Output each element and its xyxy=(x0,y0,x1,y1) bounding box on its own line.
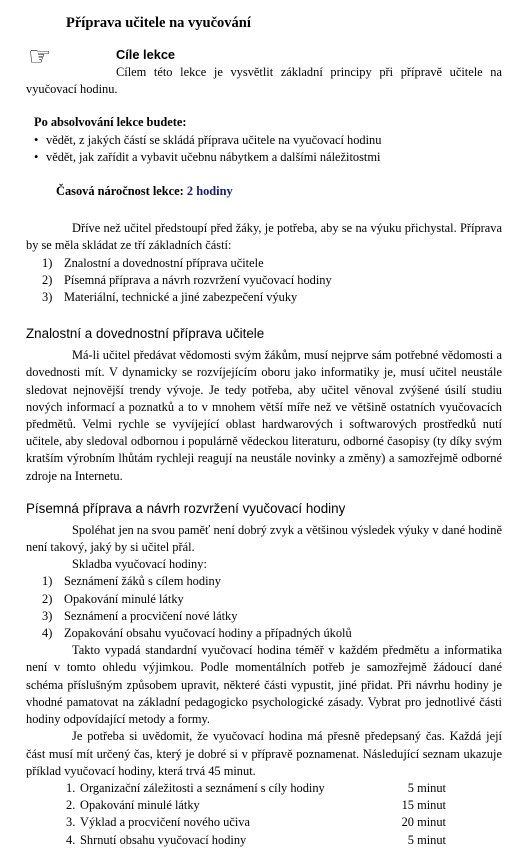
item-number: 1) xyxy=(42,255,53,270)
list-item: • vědět, z jakých částí se skládá příprava učitele na vyučovací hodinu xyxy=(34,132,502,149)
list-item xyxy=(42,608,502,625)
item-number: 2) xyxy=(42,272,53,287)
section-heading-written-preparation: Písemná příprava a návrh rozvržení vyučovací hodiny xyxy=(26,500,346,516)
list-item xyxy=(42,573,502,590)
pointing-hand-icon: ☞ xyxy=(28,42,52,72)
intro-paragraph: Dříve než učitel předstoupí před žáky, je potřeba, aby se na výuku přichystal. Příprava by se měla skládat ze tří základních částí: xyxy=(26,221,502,253)
lesson-duration xyxy=(56,183,502,200)
schedule-duration: 20 minut xyxy=(401,815,446,830)
item-text: Seznámení a procvičení nové látky xyxy=(64,608,238,623)
list-item xyxy=(42,255,502,272)
item-number: 4) xyxy=(42,626,53,641)
memory-paragraph: Spoléhat jen na svou paměť není dobrý zvyk a většinou výsledek výuky v dané hodině není takový, jaký by si učitel přál. xyxy=(26,522,502,555)
item-number: 3) xyxy=(42,608,53,623)
duration-label: Časová náročnost lekce: xyxy=(56,184,184,199)
item-text: Materiální, technické a jiné zabezpečení výuky xyxy=(64,290,298,305)
schedule-duration: 15 minut xyxy=(401,798,446,813)
schedule-activity: Opakování minulé látky xyxy=(80,798,200,813)
item-number: 3) xyxy=(42,290,53,305)
schedule-duration: 5 minut xyxy=(407,832,446,847)
section-heading-knowledge: Znalostní a dovednostní příprava učitele xyxy=(26,326,265,342)
goal-text: Cílem této lekce je vysvětlit základní principy při přípravě učitele na vyučovací hodinu. xyxy=(26,65,502,97)
list-item: • vědět, jak zařídit a vybavit učebnu nábytkem a dalšími náležitostmi xyxy=(34,149,502,166)
schedule-row xyxy=(66,814,502,831)
knowledge-paragraph: Má-li učitel předávat vědomosti svým žákům, musí nejprve sám potřebné vědomosti a dovednosti mít. V dynamicky se rozvíjejícím oboru jako informatiky je, musí učitel neustále sledovat nejnovější trendy vývoje. Je tedy potřeba, aby učitel věnoval zvýšené úsilí studiu nových informací a poznatků a to v mnohem větší míře než ve většině ostatních vyučovacích předmětů. Velmi rychle se vyvíjející oblast hardwarových i softwarových prostředků nutí učitele, aby sledoval odbornou i populárně vědeckou literaturu, odborné časopisy (ty díky svým kratším výrobním lhůtám rychleji reagují na neustále novinky a změny) a samozřejmě odborné zdroje na Internetu. xyxy=(26,348,502,483)
schedule-row xyxy=(66,780,502,797)
schedule-row xyxy=(66,797,502,814)
duration-value: 2 hodiny xyxy=(186,184,233,199)
document-page xyxy=(26,14,502,849)
schedule-activity: Výklad a procvičení nového učiva xyxy=(80,815,250,830)
schedule-row xyxy=(66,832,502,849)
time-paragraph: Je potřeba si uvědomit, že vyučovací hodina má přesně předepsaný čas. Každá její část musí mít určený čas, který je dobré si v přípravě poznamenat. Následující seznam ukazuje příklad vyučovací hodiny, která trvá 45 minut. xyxy=(26,729,502,778)
item-number: 1) xyxy=(42,574,53,589)
page-title: Příprava učitele na vyučování xyxy=(66,15,251,31)
item-number: 2) xyxy=(42,591,53,606)
after-lesson-heading: Po absolvování lekce budete: xyxy=(34,115,187,130)
item-text: Seznámení žáků s cílem hodiny xyxy=(64,574,221,589)
lesson-structure-label: Skladba vyučovací hodiny: xyxy=(72,557,207,572)
schedule-number: 1. xyxy=(66,780,76,795)
schedule-number: 4. xyxy=(66,832,76,847)
lesson-structure-list xyxy=(26,573,502,642)
intro-list xyxy=(26,255,502,307)
schedule-duration: 5 minut xyxy=(407,780,446,795)
list-item xyxy=(42,591,502,608)
item-text: Znalostní a dovednostní příprava učitele xyxy=(64,255,264,270)
item-text: Písemná příprava a návrh rozvržení vyučovací hodiny xyxy=(64,272,332,287)
item-text: Zopakování obsahu vyučovací hodiny a případných úkolů xyxy=(64,626,352,641)
schedule-activity: Shrnutí obsahu vyučovací hodiny xyxy=(80,832,247,847)
goal-heading: Cíle lekce xyxy=(116,47,176,62)
lesson-goal xyxy=(26,42,502,98)
after-lesson-list xyxy=(34,132,502,166)
schedule-number: 2. xyxy=(66,798,76,813)
list-item xyxy=(42,289,502,306)
schedule-activity: Organizační záležitosti a seznámení s cíly hodiny xyxy=(80,780,325,795)
list-item xyxy=(42,625,502,642)
standard-lesson-paragraph: Takto vypadá standardní vyučovací hodina téměř v každém předmětu a informatika není v tomto ohledu výjimkou. Podle momentálních potřeb je samozřejmě žádoucí dané schéma příslušným způsobem upravit, některé části vypustit, jiné přidat. Při návrhu hodiny je vhodné pamatovat na základní pedagogicko psychologické zásady. Vybrat pro jednotlivé části hodiny odpovídající metody a formy. xyxy=(26,643,502,727)
list-item xyxy=(42,272,502,289)
lesson-schedule xyxy=(26,780,502,849)
schedule-number: 3. xyxy=(66,815,76,830)
item-text: Opakování minulé látky xyxy=(64,591,184,606)
